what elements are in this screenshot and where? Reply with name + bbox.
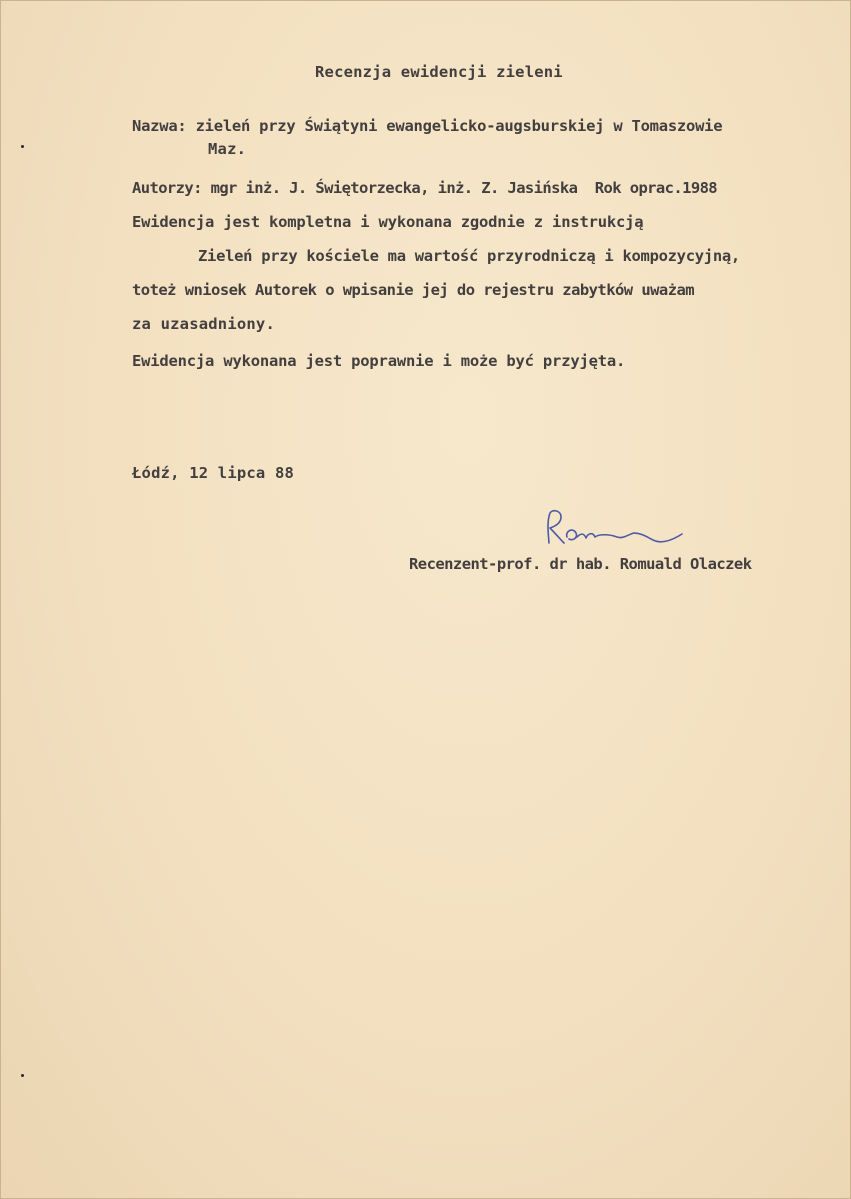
punch-hole-mark-top (21, 145, 24, 148)
name-line-1: Nazwa: zieleń przy Świątyni ewangelicko-augsburskiej w Tomaszowie (132, 117, 723, 135)
conclusion-statement: Ewidencja wykonana jest poprawnie i może być przyjęta. (132, 352, 626, 370)
name-line-2: Maz. (208, 140, 247, 158)
handwritten-signature (539, 507, 689, 553)
place-and-date: Łódź, 12 lipca 88 (132, 464, 295, 482)
authors-line: Autorzy: mgr inż. J. Świętorzecka, inż. Z. Jasińska Rok oprac.1988 (132, 179, 718, 197)
paragraph-line-2: toteż wniosek Autorek o wpisanie jej do rejestru zabytków uważam (132, 281, 695, 299)
paragraph-line-3: za uzasadniony. (132, 315, 275, 333)
punch-hole-mark-bottom (21, 1074, 24, 1077)
evidence-statement: Ewidencja jest kompletna i wykonana zgodnie z instrukcją (132, 213, 644, 231)
document-title: Recenzja ewidencji zieleni (315, 63, 563, 81)
reviewer-signature-line: Recenzent-prof. dr hab. Romuald Olaczek (409, 555, 752, 573)
paragraph-line-1: Zieleń przy kościele ma wartość przyrodniczą i kompozycyjną, (198, 247, 740, 265)
